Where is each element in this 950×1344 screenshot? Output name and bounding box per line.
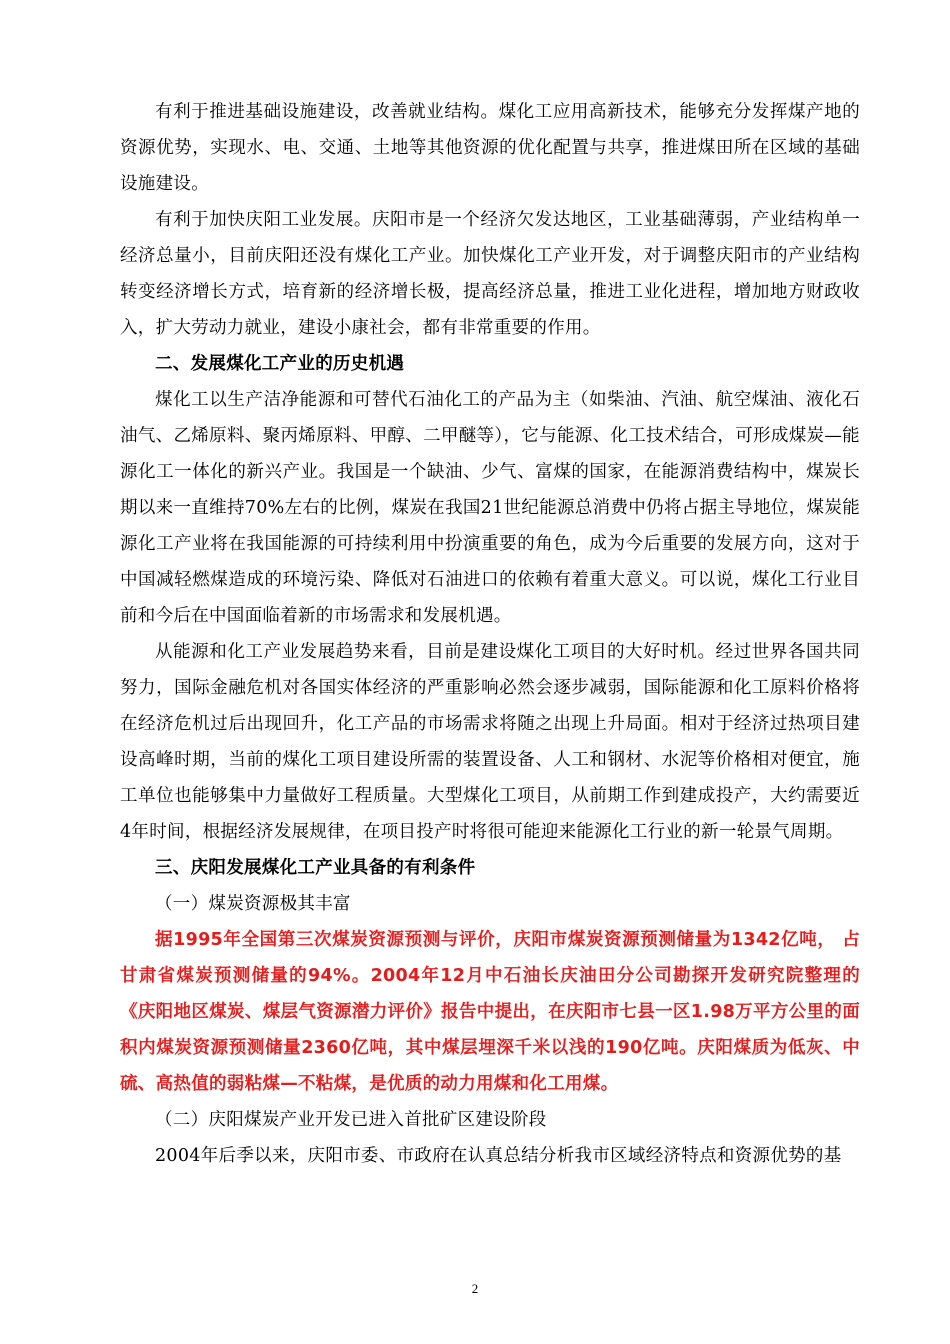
subsection-heading-1: （一）煤炭资源极其丰富 (155, 894, 351, 914)
paragraph-coal-chemical-products: 煤化工以生产洁净能源和可替代石油化工的产品为主（如柴油、汽油、航空煤油、液化石油气、乙烯原料、聚丙烯原料、甲醇、二甲醚等），它与能源、化工技术结合，可形成煤炭—能源化工一体化的新兴产业。我国是一个缺油、少气、富煤的国家，在能源消费结构中，煤炭长期以来一直维持70%左右的比例，煤炭在我国21世纪能源总消费中仍将占据主导地位，煤炭能源化工产业将在我国能源的可持续利用中扮演重要的角色，成为今后重要的发展方向，这对于中国减轻燃煤造成的环境污染、降低对石油进口的依赖有着重大意义。可以说，煤化工行业目前和今后在中国面临着新的市场需求和发展机遇。 (120, 390, 860, 626)
paragraph-development-trend: 从能源和化工产业发展趋势来看，目前是建设煤化工项目的大好时机。经过世界各国共同努力，国际金融危机对各国实体经济的严重影响必然会逐步减弱，国际能源和化工原料价格将在经济危机过后出现回升，化工产品的市场需求将随之出现上升局面。相对于经济过热项目建设高峰时期，当前的煤化工项目建设所需的装置设备、人工和钢材、水泥等价格相对便宜，施工单位也能够集中力量做好工程质量。大型煤化工项目，从前期工作到建成投产，大约需要近4年时间，根据经济发展规律，在项目投产时将很可能迎来能源化工行业的新一轮景气周期。 (120, 642, 860, 842)
paragraph-infrastructure: 有利于推进基础设施建设，改善就业结构。煤化工应用高新技术，能够充分发挥煤产地的资源优势，实现水、电、交通、土地等其他资源的优化配置与共享，推进煤田所在区域的基础设施建设。 (120, 102, 860, 194)
paragraph-2004-continuation: 2004年后季以来，庆阳市委、市政府在认真总结分析我市区域经济特点和资源优势的基 (155, 1146, 842, 1166)
document-body (120, 94, 860, 1174)
paragraph-coal-reserves-highlight: 据1995年全国第三次煤炭资源预测与评价，庆阳市煤炭资源预测储量为1342亿吨， 占甘肃省煤炭预测储量的94%。2004年12月中石油长庆油田分公司勘探开发研究院整理的《庆阳地区煤炭、煤层气资源潜力评价》报告中提出，在庆阳市七县一区1.98万平方公里的面积内煤炭资源预测储量2360亿吨，其中煤层埋深千米以浅的190亿吨。庆阳煤质为低灰、中硫、高热值的弱粘煤—不粘煤，是优质的动力用煤和化工用煤。 (120, 930, 860, 1094)
section-heading-3: 三、庆阳发展煤化工产业具备的有利条件 (155, 858, 476, 878)
page-number: 2 (471, 1281, 479, 1296)
paragraph-qingyang-industry: 有利于加快庆阳工业发展。庆阳市是一个经济欠发达地区，工业基础薄弱，产业结构单一经济总量小，目前庆阳还没有煤化工产业。加快煤化工产业开发，对于调整庆阳市的产业结构转变经济增长方式，培育新的经济增长极，提高经济总量，推进工业化进程，增加地方财政收入，扩大劳动力就业，建设小康社会，都有非常重要的作用。 (120, 210, 860, 338)
subsection-heading-2: （二）庆阳煤炭产业开发已进入首批矿区建设阶段 (155, 1110, 547, 1130)
section-heading-2: 二、发展煤化工产业的历史机遇 (155, 354, 405, 374)
